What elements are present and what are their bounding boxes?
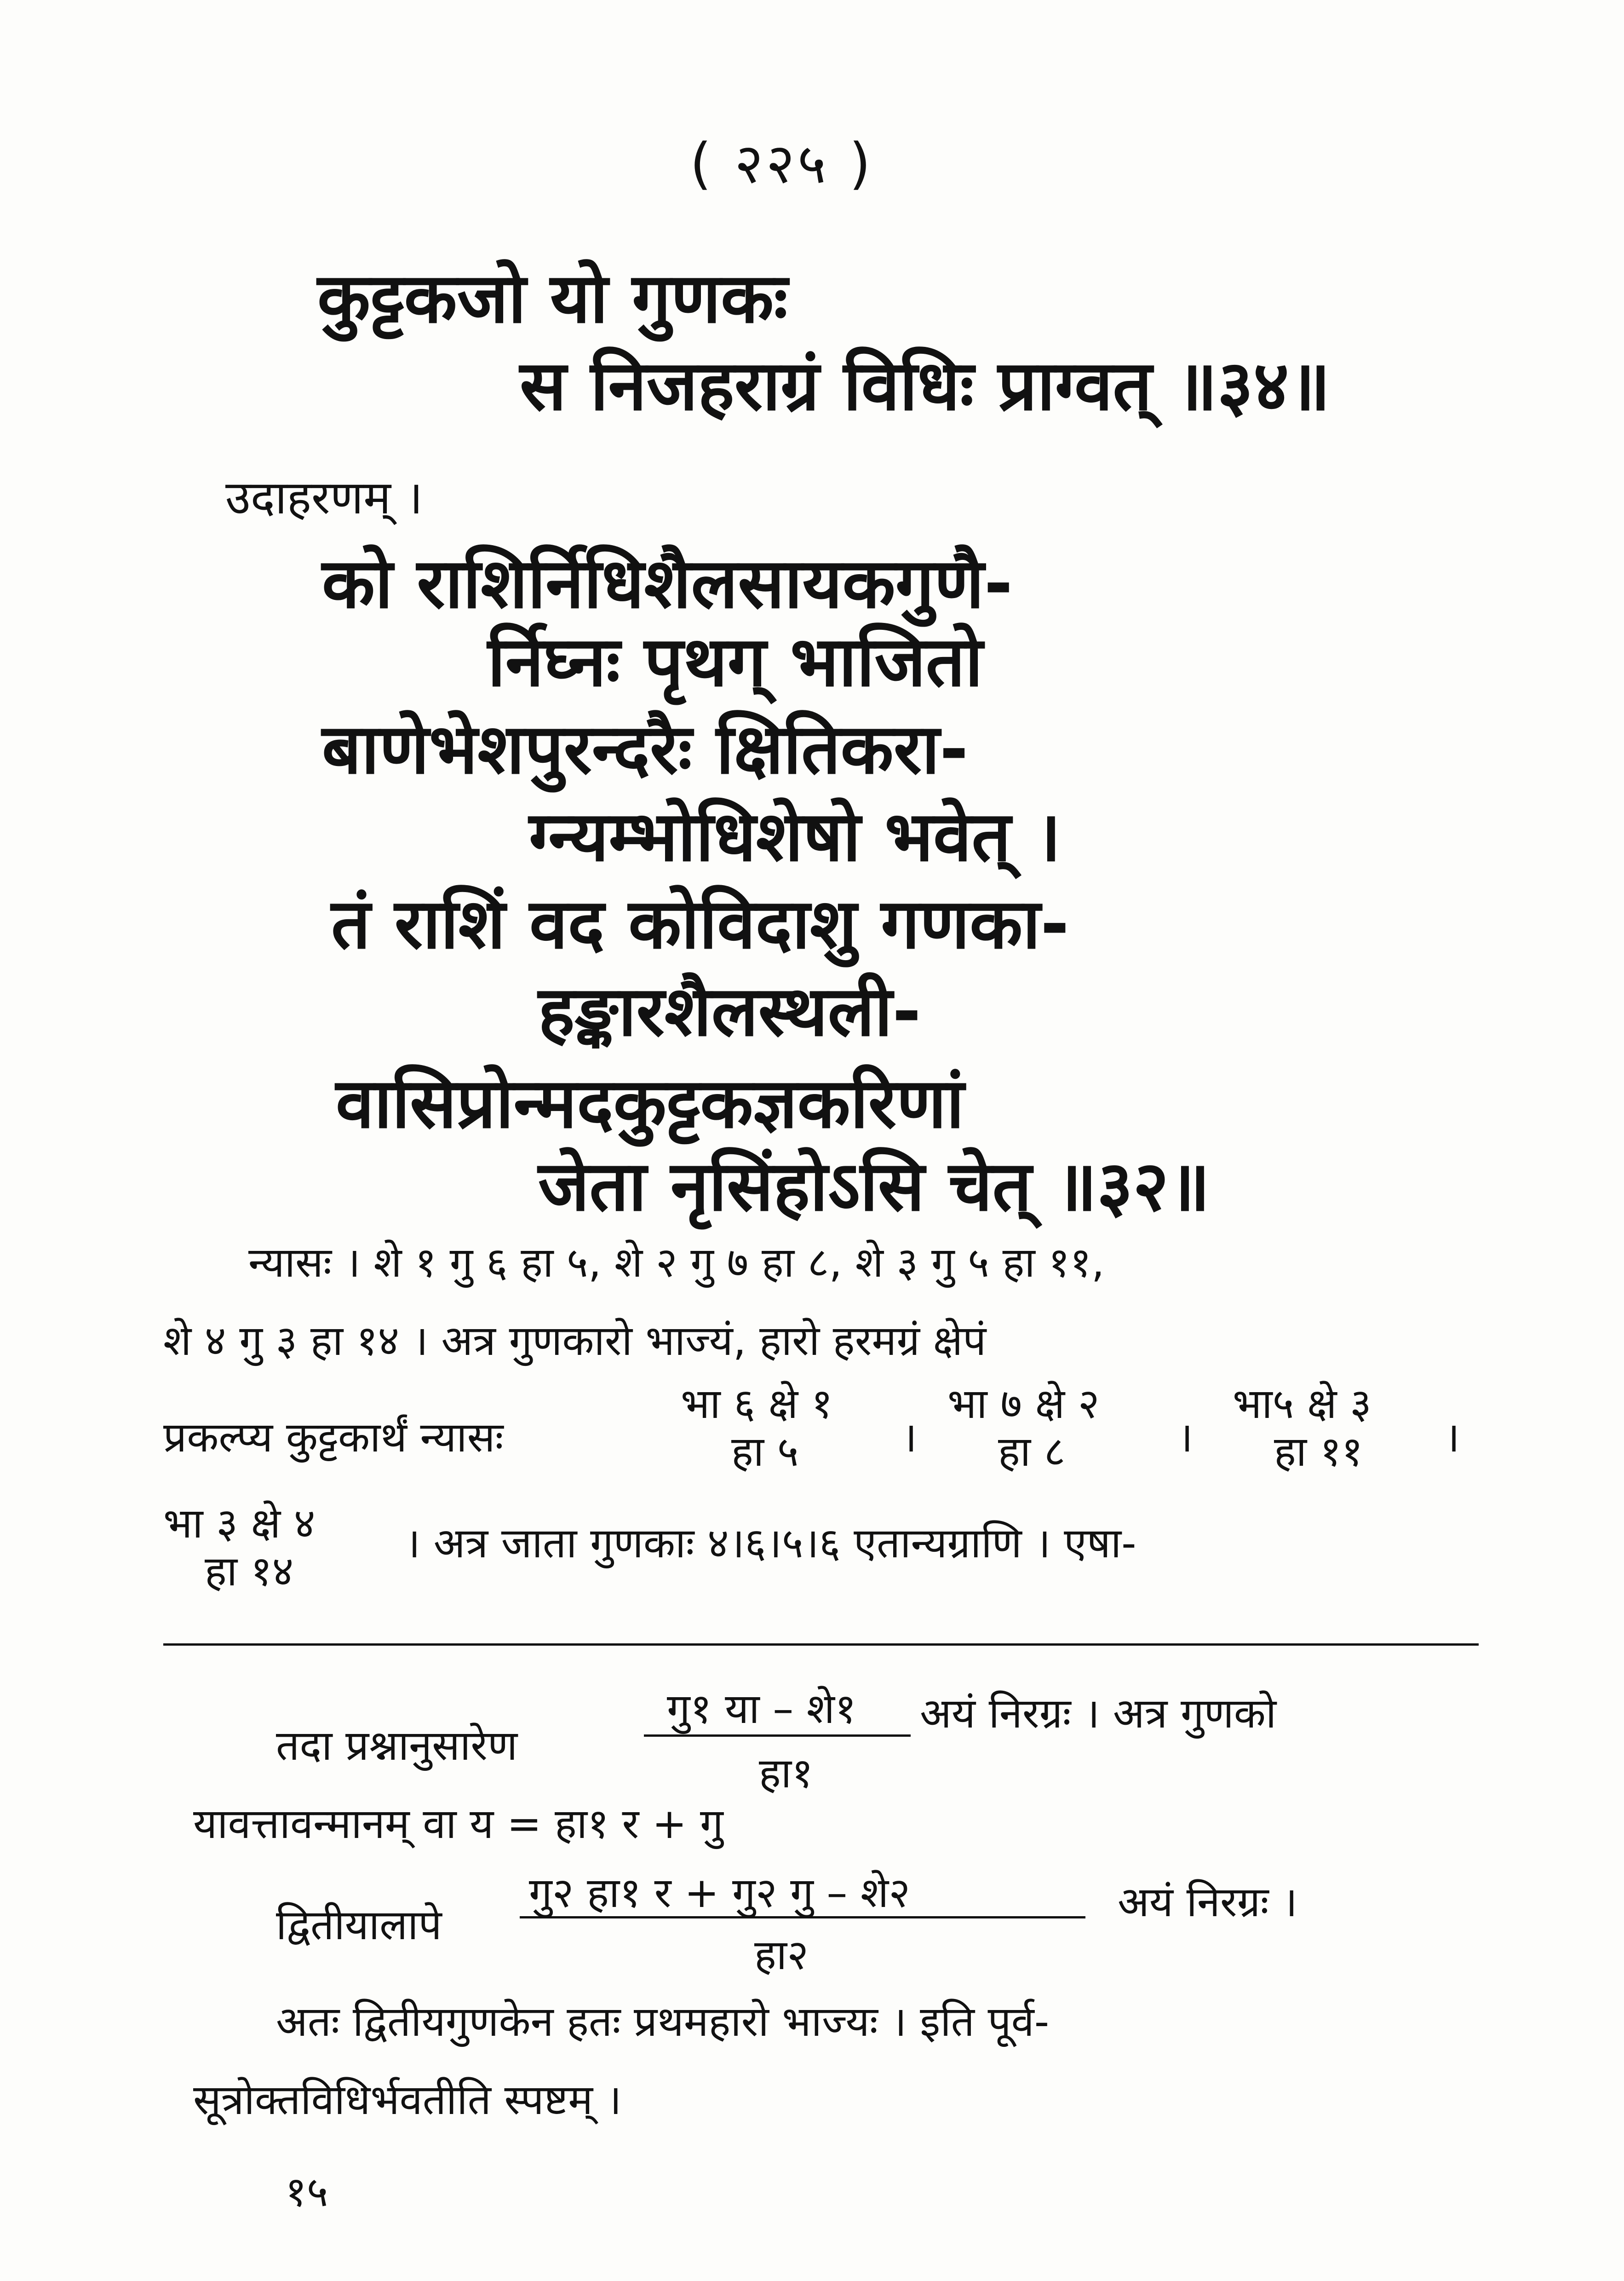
- footnote-line-4: अतः द्वितीयगुणकेन हतः प्रथमहारो भाज्यः । इति पूर्व-: [276, 1998, 1050, 2046]
- example-line-8: जेता नृसिंहोऽसि चेत् ॥३२॥: [538, 1146, 1211, 1227]
- footnote-fraction-2-den: हा२: [754, 1931, 809, 1979]
- footnote-line-1-suffix: अयं निरग्रः । अत्र गुणको: [920, 1689, 1277, 1738]
- nyasa-fraction-2: [947, 1380, 1100, 1475]
- nyasa-line-2: शे ४ गु ३ हा १४ । अत्र गुणकारो भाज्यं, हारो हरमग्रं क्षेपं: [163, 1317, 987, 1365]
- fraction-denominator: हा १४: [205, 1547, 294, 1596]
- example-line-7: वासिप्रोन्मदकुट्टकज्ञकरिणां: [336, 1064, 964, 1144]
- page-number: ( २२५ ): [690, 132, 874, 196]
- example-line-3: बाणेभेशपुरन्दरैः क्षितिकरा-: [322, 709, 969, 789]
- nyasa-fraction-1: [681, 1380, 833, 1475]
- example-line-5: तं राशिं वद कोविदाशु गणका-: [331, 884, 1069, 964]
- signature-mark: १५: [285, 2168, 328, 2216]
- fraction-numerator: भा५ क्षे ३: [1233, 1380, 1372, 1428]
- footnote-fraction-2-num: गु२ हा१ र + गु२ गु – शे२: [529, 1869, 910, 1917]
- fraction-numerator: भा ७ क्षे २: [947, 1380, 1100, 1428]
- footnote-fraction-1-den: हा१: [759, 1749, 813, 1797]
- example-line-4: ग्न्यम्भोधिशेषो भवेत् ।: [529, 797, 1061, 877]
- example-line-2: र्निघ्नः पृथग् भाजितो: [488, 622, 983, 702]
- nyasa-line-4-rest: । अत्र जाता गुणकाः ४।६।५।६ एतान्यग्राणि । एषा-: [405, 1519, 1136, 1567]
- example-line-1: को राशिर्निधिशैलसायकगुणै-: [322, 544, 1013, 624]
- example-line-6: हङ्कारशैलस्थली-: [538, 972, 921, 1052]
- footnote-line-2: यावत्तावन्मानम् वा य = हा१ र + गु: [193, 1800, 723, 1848]
- fraction-denominator: हा ५: [731, 1427, 799, 1476]
- nyasa-fraction-4: [163, 1500, 316, 1595]
- example-label: उदाहरणम् ।: [225, 471, 423, 524]
- fraction-denominator: हा ११: [1274, 1427, 1363, 1476]
- fraction-numerator: भा ३ क्षे ४: [163, 1499, 316, 1548]
- nyasa-line-1: न्यासः । शे १ गु ६ हा ५, शे २ गु ७ हा ८, शे ३ गु ५ हा ११,: [248, 1238, 1105, 1287]
- verse-line-1: कुट्टकजो यो गुणकः: [317, 259, 788, 339]
- footnote-divider: [163, 1643, 1479, 1646]
- nyasa-line-3-prefix: प्रकल्प्य कुट्टकार्थं न्यासः: [163, 1413, 504, 1462]
- fraction-bar: [520, 1916, 1085, 1918]
- footnote-line-1-prefix: तदा प्रश्नानुसारेण: [276, 1722, 518, 1770]
- fraction-bar: [644, 1734, 911, 1737]
- verse-line-2: स निजहराग्रं विधिः प्राग्वत् ॥३४॥: [520, 346, 1331, 426]
- footnote-fraction-1-num: गु१ या – शे१: [667, 1685, 856, 1733]
- fraction-separator: ।: [1444, 1413, 1460, 1462]
- fraction-separator: ।: [1177, 1413, 1194, 1462]
- fraction-separator: ।: [901, 1413, 918, 1462]
- footnote-line-5: सूत्रोक्तविधिर्भवतीति स्पष्टम् ।: [193, 2076, 622, 2124]
- fraction-denominator: हा ८: [998, 1427, 1066, 1476]
- footnote-line-3-prefix: द्वितीयालापे: [276, 1901, 442, 1949]
- nyasa-fraction-3: [1233, 1380, 1372, 1475]
- footnote-line-3-suffix: अयं निरग्रः ।: [1118, 1878, 1298, 1926]
- fraction-numerator: भा ६ क्षे १: [681, 1380, 833, 1428]
